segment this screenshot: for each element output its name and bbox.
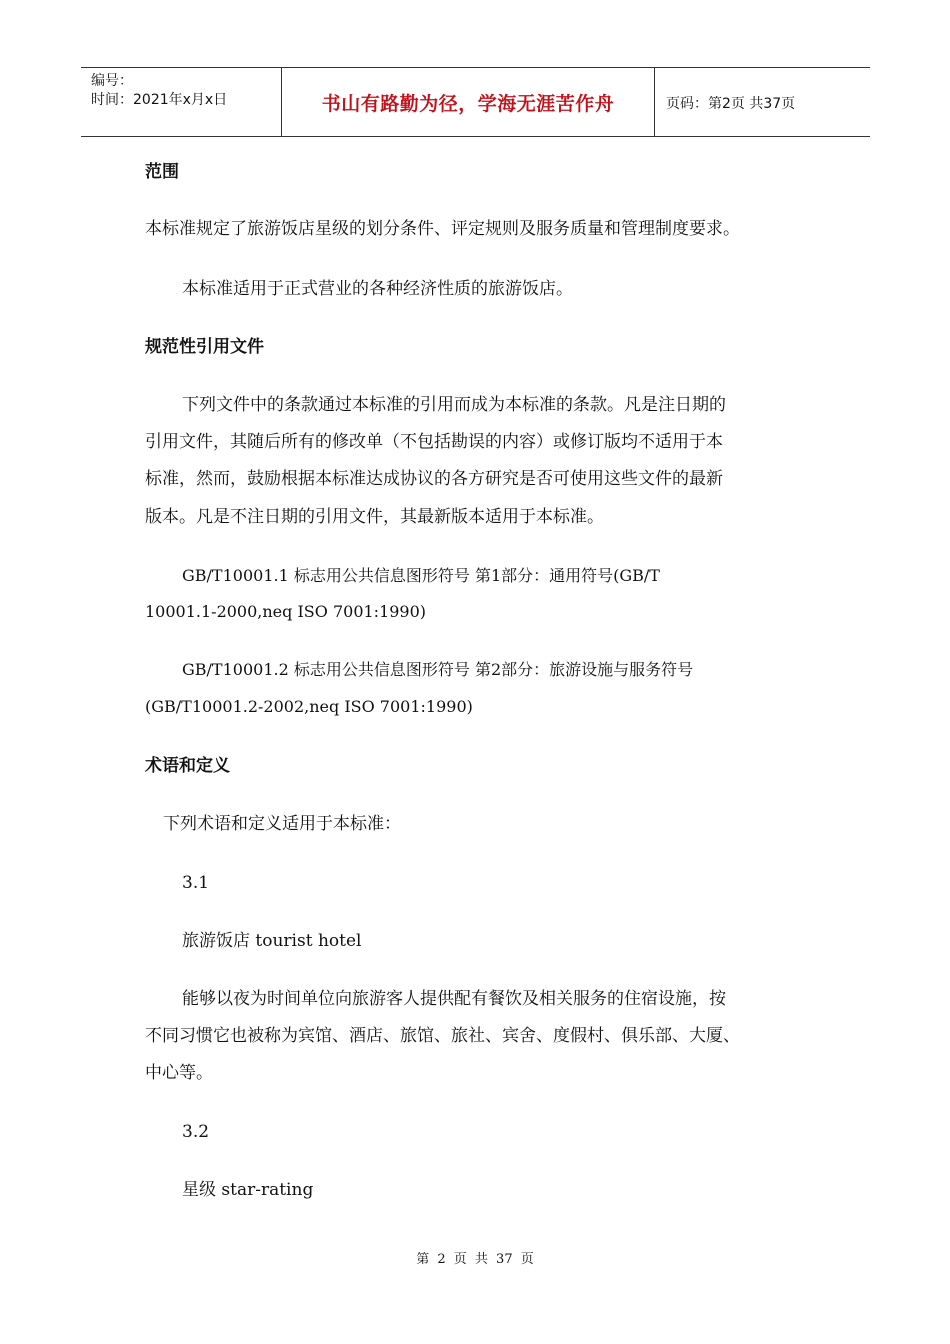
heading-normative-references: 规范性引用文件 — [145, 337, 264, 357]
heading-scope: 范围 — [145, 162, 179, 182]
term-1-definition-line: 中心等。 — [145, 1063, 213, 1083]
term-2-name: 星级 star-rating — [182, 1180, 314, 1200]
refs-paragraph-line: 标准，然而，鼓励根据本标准达成协议的各方研究是否可使用这些文件的最新 — [145, 469, 723, 489]
refs-paragraph-line: 下列文件中的条款通过本标准的引用而成为本标准的条款。凡是注日期的 — [182, 395, 726, 415]
refs-paragraph-line: 版本。凡是不注日期的引用文件，其最新版本适用于本标准。 — [145, 507, 604, 527]
header-meta — [81, 68, 281, 136]
term-1-definition-line: 不同习惯它也被称为宾馆、酒店、旅馆、旅社、宾舍、度假村、俱乐部、大厦、 — [145, 1026, 740, 1046]
terms-intro: 下列术语和定义适用于本标准： — [163, 814, 401, 834]
term-1-number: 3.1 — [182, 873, 210, 893]
scope-paragraph-1: 本标准规定了旅游饭店星级的划分条件、评定规则及服务质量和管理制度要求。 — [145, 219, 740, 239]
date-label: 时间：2021年x月x日 — [91, 92, 228, 108]
page-footer: 第 2 页 共 37 页 — [416, 1252, 534, 1267]
header-motto: 书山有路勤为径，学海无涯苦作舟 — [321, 92, 615, 115]
term-1-name: 旅游饭店 tourist hotel — [182, 931, 362, 951]
reference-2-line: (GB/T10001.2-2002,neq ISO 7001:1990) — [145, 697, 473, 716]
header-page-info: 页码：第2页 共37页 — [666, 96, 796, 112]
refs-paragraph-line: 引用文件，其随后所有的修改单（不包括勘误的内容）或修订版均不适用于本 — [145, 432, 723, 452]
number-label: 编号： — [91, 73, 133, 89]
reference-2-line: GB/T10001.2 标志用公共信息图形符号 第2部分：旅游设施与服务符号 — [182, 660, 694, 679]
heading-terms-definitions: 术语和定义 — [145, 756, 230, 776]
reference-1-line: GB/T10001.1 标志用公共信息图形符号 第1部分：通用符号(GB/T — [182, 566, 660, 585]
term-1-definition-line: 能够以夜为时间单位向旅游客人提供配有餐饮及相关服务的住宿设施，按 — [182, 989, 726, 1009]
reference-1-line: 10001.1-2000,neq ISO 7001:1990) — [145, 602, 427, 621]
term-2-number: 3.2 — [182, 1122, 210, 1142]
header-divider — [654, 68, 655, 136]
page-header — [81, 67, 870, 137]
scope-paragraph-2: 本标准适用于正式营业的各种经济性质的旅游饭店。 — [182, 279, 573, 299]
